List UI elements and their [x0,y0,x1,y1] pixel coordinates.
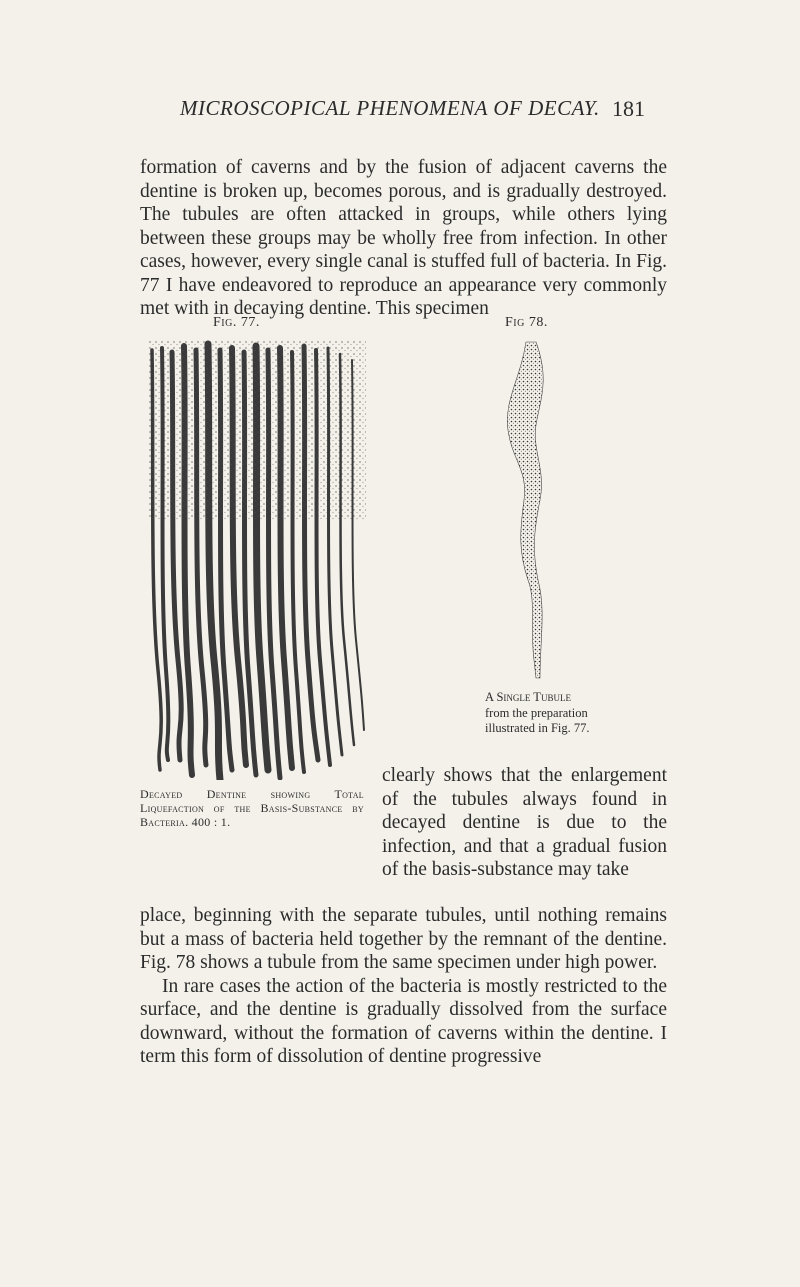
page-number: 181 [612,96,645,121]
figure-77-label: Fig. 77. [213,315,260,330]
figure-78-label: Fig 78. [505,315,548,330]
continuation-block [140,904,667,1069]
paragraph-2-continuation: place, beginning with the separate tubules, until nothing remains but a mass of bacteria held together by the remnant of the dentine. Fig. 78 shows a tubule from the same specimen under high power. [140,905,667,973]
paragraph-3: In rare cases the action of the bacteria is mostly restricted to the surface, and the dentine is gradually dissolved from the surface downward, without the formation of caverns within the dentine. I term this form of dissolution of dentine progressive [140,975,667,1067]
page-header [0,96,800,130]
running-head: MICROSCOPICAL PHENOMENA OF DECAY. [180,96,600,120]
wrapped-text: clearly shows that the enlargement of the tubules always found in decayed dentine is due to the infection, and that a gradual fusion of the basis-substance may take [382,765,667,880]
figure-77-illustration [148,340,366,780]
figure-78-caption [485,690,595,737]
figure-78-illustration [490,340,570,680]
paragraph-1: formation of caverns and by the fusion of adjacent caverns the dentine is broken up, becomes porous, and is gradually destroyed. The tubules are often attacked in groups, while others lying between these groups may be wholly free from infection. In other cases, however, every single canal is stuffed full of bacteria. In Fig. 77 I have endeavored to reproduce an appearance very commonly met with in decaying dentine. This specimen [140,157,667,319]
figure-77-caption: Decayed Dentine showing Total Liquefaction of the Basis-Substance by Bacteria. 400 : 1. [140,787,364,829]
figure-78-caption-title: A Single Tubule [485,690,571,704]
figure-78-caption-rest: from the preparation illustrated in Fig. 77. [485,705,590,735]
